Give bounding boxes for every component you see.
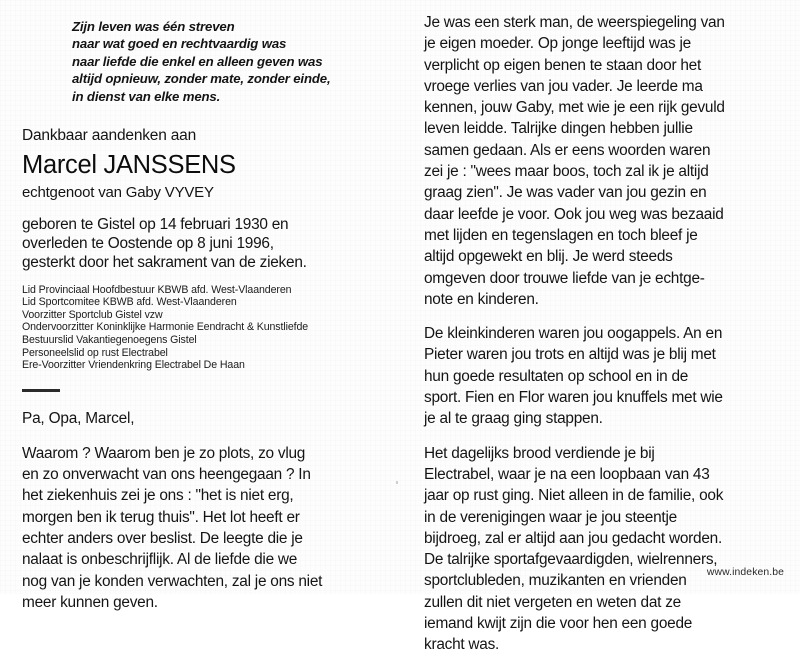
- tribute-line: iemand kwijt zijn die voor hen een goede: [424, 615, 693, 633]
- poem-line: naar wat goed en rechtvaardig was: [72, 36, 287, 52]
- function-item: Lid Sportcomitee KBWB afd. West-Vlaanderen: [22, 296, 237, 309]
- tribute-line: zei je : "wees maar boos, toch zal ik je altijd: [424, 163, 709, 181]
- memorial-poem: [72, 18, 378, 105]
- farewell-line: echter anders over beslist. De leegte die je: [22, 529, 303, 547]
- dedication-text: Dankbaar aandenken aan: [22, 127, 196, 145]
- function-item: Bestuurslid Vakantiegenoegens Gistel: [22, 334, 197, 347]
- tribute-line: daar leefde je voor. Ook jou weg was bezaaid: [424, 205, 724, 223]
- tribute-line: altijd opgewekt en blij. Je werd steeds: [424, 248, 673, 266]
- poem-line: altijd opnieuw, zonder mate, zonder einde,: [72, 71, 331, 87]
- function-item: Personeelslid op rust Electrabel: [22, 346, 168, 359]
- tribute-line: vroege verlies van jou vader. Je leerde ma: [424, 77, 703, 95]
- farewell-line: nog van je konden verwachten, zal je ons niet: [22, 572, 323, 590]
- farewell-line: het ziekenhuis zei je ons : "het is niet erg,: [22, 487, 294, 505]
- function-item: Ere-Voorzitter Vriendenkring Electrabel De Haan: [22, 359, 245, 372]
- farewell-salutation: Pa, Opa, Marcel,: [22, 409, 135, 427]
- tribute-line: bijdroeg, zal er altijd aan jou gedacht worden.: [424, 529, 722, 547]
- farewell-line: morgen ben ik terug thuis". Het lot heeft er: [22, 508, 300, 526]
- tribute-line: kracht was.: [424, 636, 500, 654]
- tribute-paragraph-2: [424, 323, 772, 429]
- tribute-line: Pieter waren jou trots en altijd was je blij met: [424, 346, 716, 364]
- function-item: Voorzitter Sportclub Gistel vzw: [22, 308, 163, 321]
- right-column: [400, 0, 800, 654]
- birth-death-line: overleden te Oostende op 8 juni 1996,: [22, 235, 274, 253]
- birth-death-block: [22, 215, 378, 273]
- tribute-line: Electrabel, waar je na een loopbaan van 43: [424, 465, 710, 483]
- tribute-line: De kleinkinderen waren jou oogappels. An en: [424, 325, 723, 343]
- tribute-line: sportclubleden, muzikanten en vrienden: [424, 572, 687, 590]
- tribute-line: je eigen moeder. Op jonge leeftijd was je: [424, 35, 691, 53]
- tribute-line: note en kinderen.: [424, 290, 539, 308]
- tribute-line: je al te graag ging stappen.: [424, 410, 603, 428]
- scan-artifact: [396, 481, 398, 484]
- farewell-line: meer kunnen geven.: [22, 593, 158, 611]
- birth-death-line: geboren te Gistel op 14 februari 1930 en: [22, 216, 289, 234]
- tribute-paragraph-3: [424, 443, 772, 656]
- deceased-name: Marcel JANSSENS: [22, 151, 236, 180]
- tribute-line: hun goede resultaten op school en in de: [424, 367, 689, 385]
- tribute-line: Het dagelijks brood verdiende je bij: [424, 444, 655, 462]
- tribute-line: jaar op rust ging. Niet alleen in de familie, ook: [424, 487, 724, 505]
- function-item: Lid Provinciaal Hoofdbestuur KBWB afd. West-Vlaanderen: [22, 283, 292, 296]
- tribute-line: Je was een sterk man, de weerspiegeling van: [424, 14, 725, 31]
- tribute-line: in de verenigingen waar je jou steentje: [424, 508, 677, 526]
- poem-line: Zijn leven was één streven: [72, 19, 235, 34]
- tribute-line: met lijden en tegenslagen en toch bleef je: [424, 226, 698, 244]
- farewell-line: en zo onverwacht van ons heengegaan ? In: [22, 466, 311, 484]
- tribute-line: samen gedaan. Als er eens woorden waren: [424, 141, 711, 159]
- tribute-line: zullen dit niet vergeten en weten dat ze: [424, 593, 681, 611]
- tribute-line: kennen, jouw Gaby, met wie je een rijk gevuld: [424, 99, 725, 117]
- poem-line: in dienst van elke mens.: [72, 88, 221, 104]
- tribute-line: De talrijke sportafgevaardigden, wielrenners,: [424, 551, 718, 569]
- tribute-line: graag zien". Je was vader van jou gezin en: [424, 184, 707, 202]
- function-item: Ondervoorzitter Koninklijke Harmonie Eendracht & Kunstliefde: [22, 321, 309, 334]
- poem-line: naar liefde die enkel en alleen geven was: [72, 53, 323, 69]
- functions-list: [22, 284, 378, 372]
- tribute-line: sport. Fien en Flor waren jou knuffels met wie: [424, 389, 723, 407]
- tribute-paragraph-1: [424, 12, 772, 310]
- tribute-line: omgeven door trouwe liefde van je echtge-: [424, 269, 705, 287]
- tribute-line: verplicht op eigen benen te staan door het: [424, 56, 701, 74]
- tribute-line: leven leidde. Talrijke dingen hebben jullie: [424, 120, 693, 138]
- farewell-line: nalaat is onbeschrijflijk. Al de liefde die we: [22, 551, 298, 569]
- watermark-text: www.indeken.be: [706, 567, 784, 578]
- section-divider: [22, 389, 60, 392]
- left-column: [0, 0, 400, 611]
- spouse-text: echtgenoot van Gaby VYVEY: [22, 184, 214, 202]
- birth-death-line: gesterkt door het sakrament van de zieken.: [22, 254, 307, 272]
- farewell-line: Waarom ? Waarom ben je zo plots, zo vlug: [22, 444, 306, 462]
- farewell-paragraph: [22, 443, 378, 613]
